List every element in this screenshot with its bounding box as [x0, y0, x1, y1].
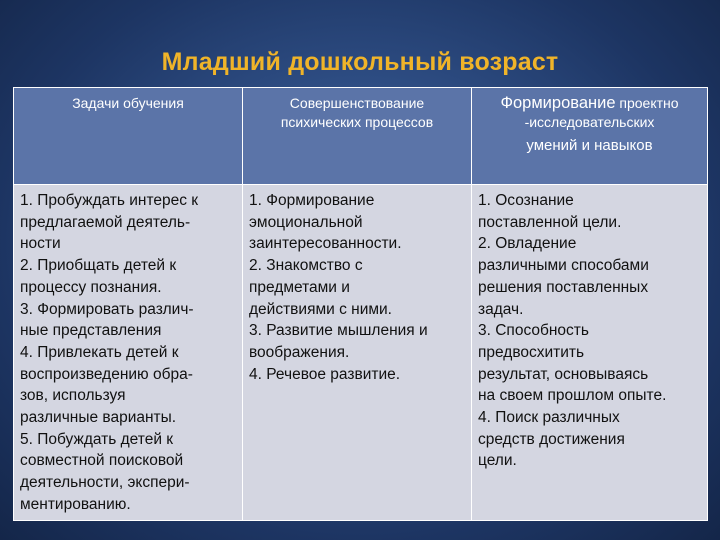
cell-text-line: 3. Способность — [478, 322, 589, 340]
cell-text-line: действиями с ними. — [249, 300, 392, 318]
cell-text-line: 1. Осознание — [478, 192, 574, 209]
cell-text-line: 4. Поиск различных — [478, 409, 620, 427]
cell-text-line: поставленной цели. — [478, 213, 622, 231]
cell-text-line: результат, основываясь — [478, 365, 649, 383]
cell-text-line: эмоциональной — [249, 213, 363, 231]
cell-text-line: различными способами — [478, 257, 649, 275]
header-mental-processes — [243, 88, 472, 185]
header-word: проектно — [619, 95, 679, 111]
cell-text-line: ные представления — [20, 322, 162, 340]
cell-learning-tasks — [14, 185, 243, 521]
cell-text-line: заинтересованности. — [249, 235, 402, 253]
header-line — [478, 94, 701, 113]
cell-text-line: 2. Знакомство с — [249, 257, 363, 275]
header-line: умений и навыков — [526, 137, 653, 154]
table-row — [14, 185, 708, 521]
header-learning-tasks — [14, 88, 243, 185]
cell-text-line: 2. Овладение — [478, 235, 577, 253]
cell-text-line: совместной поисковой — [20, 452, 184, 470]
header-line: Совершенствование — [289, 95, 425, 111]
header-line: Задачи обучения — [72, 95, 184, 111]
cell-text-line: 2. Приобщать детей к — [20, 257, 177, 275]
cell-text-line: ментированию. — [20, 495, 131, 513]
cell-text-line: решения поставленных — [478, 278, 649, 296]
cell-text-line: на своем прошлом опыте. — [478, 387, 667, 405]
cell-text-line: 3. Развитие мышления и — [249, 322, 428, 340]
cell-text-line: различные варианты. — [20, 409, 177, 427]
cell-text-line: воспроизведению обра- — [20, 365, 193, 383]
cell-text-line: предлагаемой деятель- — [20, 213, 191, 231]
table-header-row — [14, 88, 708, 185]
cell-text-line: ности — [20, 235, 61, 253]
cell-text-line: предвосхитить — [478, 343, 585, 361]
cell-text-line: предметами и — [249, 278, 350, 296]
cell-text-line: деятельности, экспери- — [20, 474, 190, 492]
cell-mental-processes — [243, 185, 472, 521]
cell-text-line: 4. Речевое развитие. — [249, 365, 401, 383]
header-word: Формирование — [500, 94, 616, 112]
cell-text-line: процессу познания. — [20, 278, 162, 296]
objectives-table — [13, 87, 708, 521]
cell-text-line: 4. Привлекать детей к — [20, 343, 179, 361]
cell-research-skills — [472, 185, 708, 521]
header-line: -исследовательских — [524, 114, 655, 130]
cell-text-line: цели. — [478, 452, 517, 470]
slide-title: Младший дошкольный возраст — [161, 48, 559, 76]
cell-text-line: 5. Побуждать детей к — [20, 430, 174, 448]
cell-text-line: 3. Формировать различ- — [20, 300, 194, 318]
cell-text-line: зов, используя — [20, 387, 126, 405]
cell-text-line: 1. Пробуждать интерес к — [20, 192, 199, 209]
header-line: психических процессов — [280, 114, 434, 130]
cell-text-line: средств достижения — [478, 430, 625, 448]
cell-text-line: воображения. — [249, 343, 350, 361]
cell-text-line: 1. Формирование — [249, 192, 375, 209]
cell-text-line: задач. — [478, 300, 524, 318]
header-research-skills — [472, 88, 708, 185]
